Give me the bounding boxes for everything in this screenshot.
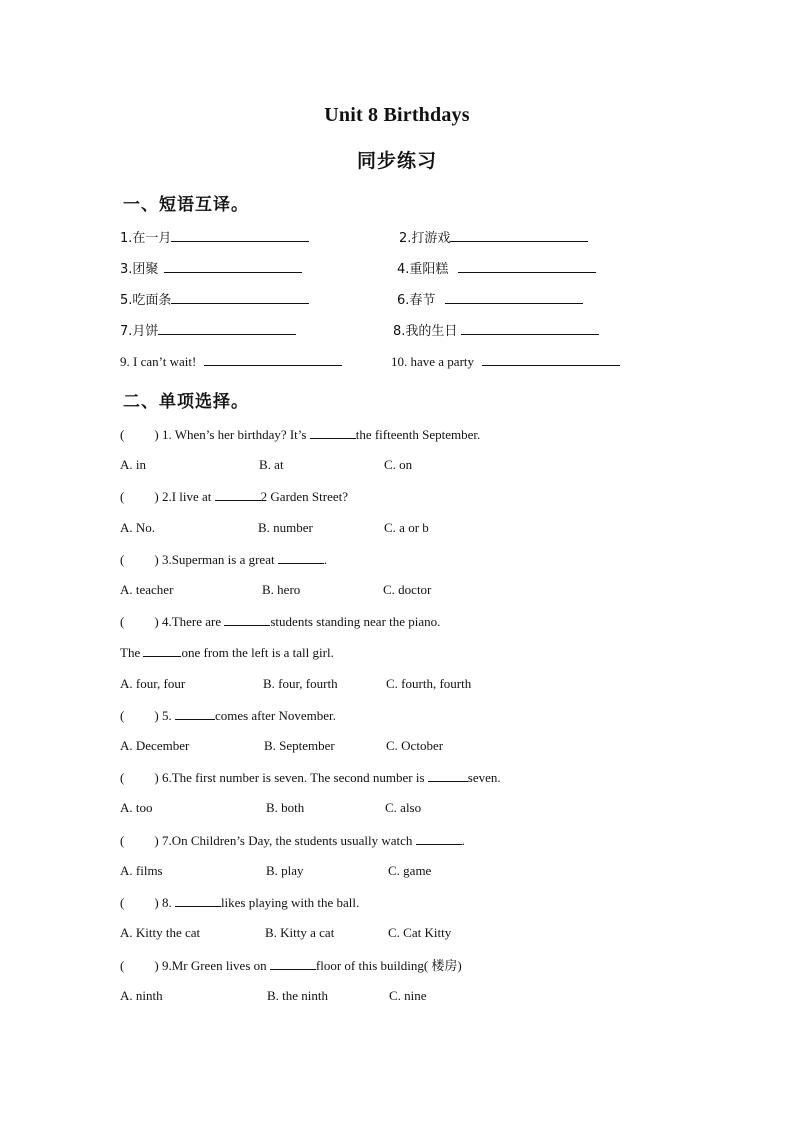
question-text: 1. When’s her birthday? It’s xyxy=(161,427,310,442)
answer-paren-close: ) xyxy=(154,958,159,973)
phrase-item xyxy=(391,352,620,371)
phrase-item xyxy=(120,290,309,310)
phrase-item xyxy=(120,259,302,279)
option-c[interactable]: C. a or b xyxy=(384,520,429,535)
option-a[interactable]: A. Kitty the cat xyxy=(120,925,201,940)
option-a[interactable]: A. in xyxy=(120,457,146,472)
option-c[interactable]: C. Cat Kitty xyxy=(388,925,452,940)
option-c[interactable]: C. nine xyxy=(389,988,427,1003)
answer-blank[interactable] xyxy=(461,321,599,335)
page-subtitle: 同步练习 xyxy=(356,150,437,172)
question-blank xyxy=(175,893,221,907)
question-blank xyxy=(270,956,316,970)
question-text-end: comes after November. xyxy=(214,708,336,723)
section1-heading: 一、短语互译。 xyxy=(123,195,249,215)
option-c[interactable]: C. also xyxy=(385,800,422,815)
question-text-end: . xyxy=(323,552,328,567)
option-a[interactable]: A. too xyxy=(120,800,153,815)
phrase-label: 9. I can’t wait! xyxy=(120,354,197,369)
option-c[interactable]: C. doctor xyxy=(383,582,432,597)
phrase-label: 8.我的生日 xyxy=(393,324,458,339)
answer-blank[interactable] xyxy=(158,321,296,335)
option-a[interactable]: A. films xyxy=(120,863,163,878)
phrase-label: 10. have a party xyxy=(391,354,475,369)
question-blank xyxy=(416,831,462,845)
question-line xyxy=(120,893,359,912)
question-text-end: students standing near the piano. xyxy=(270,614,441,629)
question-text: 9.Mr Green lives on xyxy=(161,958,270,973)
answer-paren-close: ) xyxy=(154,427,159,442)
phrase-label: 2.打游戏 xyxy=(399,231,451,246)
phrase-label: 1.在一月 xyxy=(120,231,172,246)
answer-paren-open: ( xyxy=(120,614,125,629)
answer-paren-open: ( xyxy=(120,833,125,848)
answer-blank[interactable] xyxy=(164,259,302,273)
option-a[interactable]: A. teacher xyxy=(120,582,174,597)
answer-paren-open: ( xyxy=(120,770,125,785)
phrase-item xyxy=(120,321,296,341)
phrase-label: 3.团聚 xyxy=(120,262,159,277)
question-line xyxy=(120,425,480,444)
question-blank xyxy=(224,612,270,626)
question-text: 7.On Children’s Day, the students usually watch xyxy=(161,833,416,848)
question-line xyxy=(120,487,348,506)
answer-paren-close: ) xyxy=(154,770,159,785)
question-text-end: . xyxy=(461,833,465,848)
question-text: The xyxy=(120,645,144,660)
option-c[interactable]: C. October xyxy=(386,738,444,753)
question-blank xyxy=(428,768,468,782)
phrase-item xyxy=(120,228,309,248)
option-b[interactable]: B. hero xyxy=(262,582,301,597)
answer-paren-close: ) xyxy=(154,489,159,504)
option-b[interactable]: B. both xyxy=(266,800,305,815)
answer-paren-open: ( xyxy=(120,552,125,567)
question-line xyxy=(120,706,336,725)
answer-paren-close: ) xyxy=(154,833,159,848)
answer-paren-open: ( xyxy=(120,489,125,504)
option-a[interactable]: A. ninth xyxy=(120,988,163,1003)
question-text-end: likes playing with the ball. xyxy=(220,895,360,910)
question-text-end: floor of this building( 楼房) xyxy=(315,958,462,973)
phrase-item xyxy=(120,352,342,371)
question-blank xyxy=(310,425,356,439)
question-text: 4.There are xyxy=(161,614,225,629)
answer-blank[interactable] xyxy=(445,290,583,304)
question-text-end: seven. xyxy=(467,770,501,785)
answer-paren-open: ( xyxy=(120,958,125,973)
question-line xyxy=(120,550,327,569)
question-text: 2.I live at xyxy=(161,489,215,504)
option-a[interactable]: A. December xyxy=(120,738,190,753)
question-line xyxy=(120,768,501,787)
phrase-item xyxy=(393,321,599,341)
question-text: 8. xyxy=(161,895,175,910)
option-c[interactable]: C. on xyxy=(384,457,413,472)
option-b[interactable]: B. four, fourth xyxy=(263,676,338,691)
phrase-label: 4.重阳糕 xyxy=(397,262,449,277)
question-line xyxy=(120,612,440,631)
section2-heading: 二、单项选择。 xyxy=(123,392,249,412)
option-b[interactable]: B. number xyxy=(258,520,313,535)
answer-paren-close: ) xyxy=(154,895,159,910)
question-blank xyxy=(215,487,261,501)
question-text: 3.Superman is a great xyxy=(161,552,278,567)
answer-paren-close: ) xyxy=(154,614,159,629)
option-a[interactable]: A. No. xyxy=(120,520,156,535)
answer-blank[interactable] xyxy=(204,352,342,366)
answer-paren-open: ( xyxy=(120,708,125,723)
answer-blank[interactable] xyxy=(482,352,620,366)
answer-blank[interactable] xyxy=(171,228,309,242)
phrase-item xyxy=(397,290,583,310)
answer-paren-close: ) xyxy=(154,708,159,723)
question-text: 5. xyxy=(161,708,175,723)
question-blank xyxy=(143,643,181,657)
answer-paren-open: ( xyxy=(120,427,125,442)
option-c[interactable]: C. fourth, fourth xyxy=(386,676,472,691)
option-b[interactable]: B. at xyxy=(259,457,284,472)
question-text-end: one from the left is a tall girl. xyxy=(181,645,334,660)
answer-blank[interactable] xyxy=(171,290,309,304)
option-b[interactable]: B. September xyxy=(264,738,335,753)
option-c[interactable]: C. game xyxy=(388,863,432,878)
question-text-end: 2 Garden Street? xyxy=(260,489,349,504)
phrase-item xyxy=(397,259,596,279)
answer-paren-close: ) xyxy=(154,552,159,567)
question-line xyxy=(120,831,465,850)
phrase-item xyxy=(399,228,588,248)
question-text: 6.The first number is seven. The second number is xyxy=(161,770,428,785)
answer-paren-open: ( xyxy=(120,895,125,910)
option-b[interactable]: B. Kitty a cat xyxy=(265,925,335,940)
phrase-label: 5.吃面条 xyxy=(120,293,172,308)
option-b[interactable]: B. play xyxy=(266,863,304,878)
question-blank xyxy=(175,706,215,720)
option-b[interactable]: B. the ninth xyxy=(267,988,329,1003)
question-text-end: the fifteenth September. xyxy=(355,427,481,442)
answer-blank[interactable] xyxy=(458,259,596,273)
question-blank xyxy=(278,550,324,564)
question-line xyxy=(120,956,462,975)
question-continuation xyxy=(120,643,334,662)
phrase-label: 6.春节 xyxy=(397,293,436,308)
phrase-label: 7.月饼 xyxy=(120,324,159,339)
option-a[interactable]: A. four, four xyxy=(120,676,186,691)
page-title: Unit 8 Birthdays xyxy=(324,104,470,126)
answer-blank[interactable] xyxy=(450,228,588,242)
